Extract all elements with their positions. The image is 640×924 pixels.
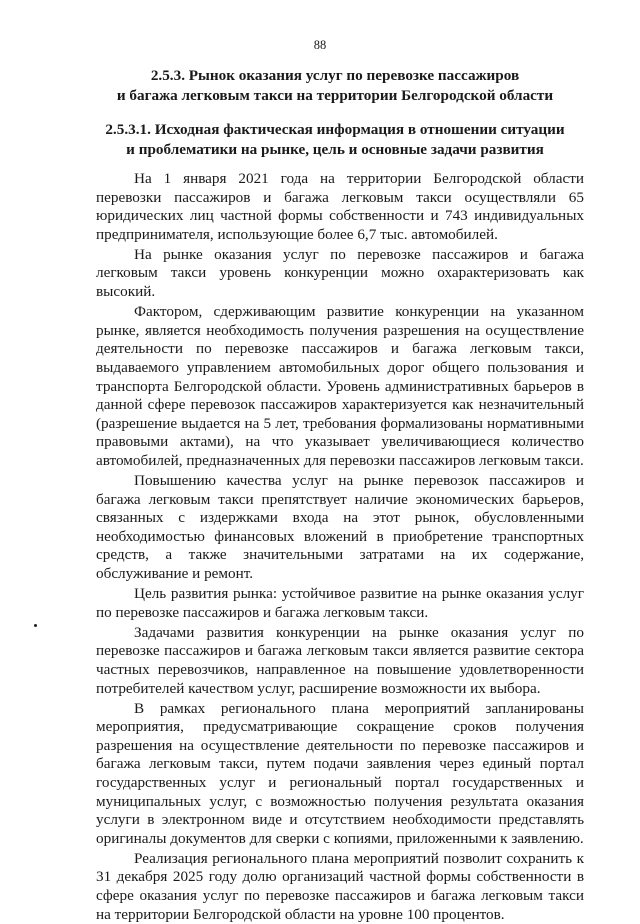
section-heading-line-1: 2.5.3. Рынок оказания услуг по перевозке пассажиров	[150, 67, 520, 84]
paragraph-6: Задачами развития конкуренции на рынке оказания услуг по перевозке пассажиров и багажа легковым такси является развитие сектора частных перевозчиков, направленное на повышение удовлетворенности потребителей качеством услуг, расширение возможности их выбора.	[96, 623, 584, 697]
section-heading-line-2: и багажа легковым такси на территории Белгородской области	[116, 87, 554, 104]
paragraph-2: На рынке оказания услуг по перевозке пассажиров и багажа легковым такси уровень конкуренции можно охарактеризовать как высокий.	[96, 245, 584, 301]
paragraph-1: На 1 января 2021 года на территории Белгородской области перевозки пассажиров и багажа легковым такси осуществляли 65 юридических лиц частной формы собственности и 743 индивидуальных предпринимателя, использующие более 6,7 тыс. автомобилей.	[96, 170, 584, 243]
paragraph-3: Фактором, сдерживающим развитие конкуренции на указанном рынке, является необходимость получения разрешения на осуществление деятельности по перевозке пассажиров и багажа легковым такси, выдаваемого управлением автомобильных дорог общего пользования и транспорта Белгородской области. Уровень административных барьеров в данной сфере перевозок пассажиров характеризуется как незначительный (разрешение выдается на 5 лет, требования формализованы нормативными правовыми актами), на что указывает увеличивающиеся количество автомобилей, предназначенных для перевозки пассажиров легковым такси.	[96, 303, 584, 469]
section-heading	[90, 66, 580, 106]
body-text	[96, 170, 584, 924]
paragraph-7: В рамках регионального плана мероприятий запланированы мероприятия, предусматривающие сокращение сроков получения разрешения на осуществление деятельности по перевозке пассажиров и багажа легковым такси, путем подачи заявления через единый портал государственных услуг и региональный портал государственных и муниципальных услуг, с возможностью получения результата оказания услуги в электронном виде и отсутствием необходимости представлять оригиналы документов для сверки с копиями, приложенными к заявлению.	[96, 699, 584, 847]
paragraph-5: Цель развития рынка: устойчивое развитие на рынке оказания услуг по перевозке пассажиров и багажа легковым такси.	[96, 585, 584, 621]
margin-dot	[34, 624, 37, 627]
subsection-heading-line-2: и проблематики на рынке, цель и основные задачи развития	[126, 141, 544, 158]
subsection-heading-line-1: 2.5.3.1. Исходная фактическая информация в отношении ситуации	[105, 121, 565, 138]
page-number: 88	[313, 38, 327, 52]
paragraph-4: Повышению качества услуг на рынке перевозок пассажиров и багажа легковым такси препятствует наличие экономических барьеров, связанных с издержками входа на этот рынок, обусловленными необходимостью финансовых вложений в приобретение транспортных средств, а также значительными затратами на их содержание, обслуживание и ремонт.	[96, 472, 584, 582]
subsection-heading	[90, 120, 580, 160]
paragraph-8: Реализация регионального плана мероприятий позволит сохранить к 31 декабря 2025 году долю организаций частной формы собственности в сфере оказания услуг по перевозке пассажиров и багажа легковым такси на территории Белгородской области на уровне 100 процентов.	[96, 849, 584, 923]
